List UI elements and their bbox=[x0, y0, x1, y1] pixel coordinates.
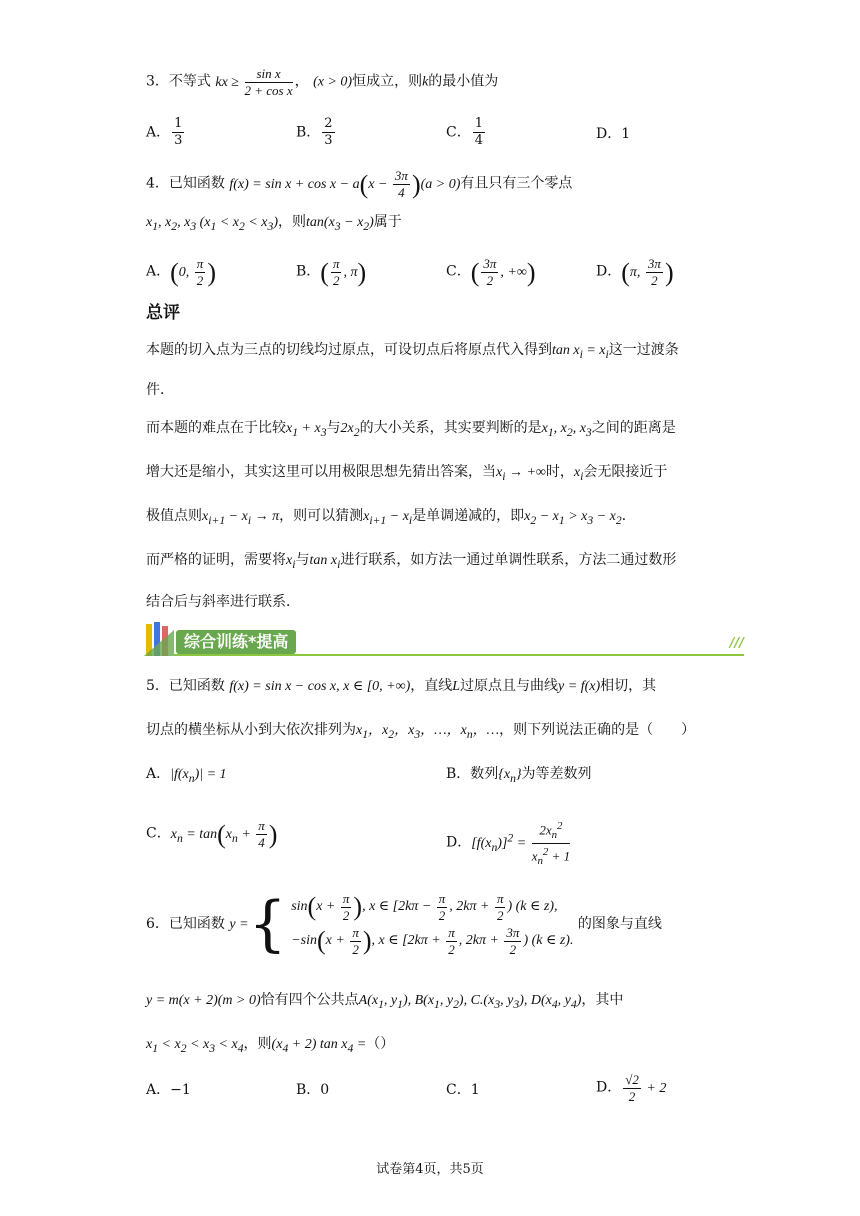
review-para-6: 结合后与斜率进行联系． bbox=[146, 594, 300, 610]
q6-option-c[interactable]: C．1 bbox=[446, 1082, 480, 1098]
ruler-pencil-icon bbox=[144, 620, 176, 658]
q5-option-c[interactable]: C．$x_n = \tan(x_n$ + $\frac{\pi}{4}$ ) bbox=[146, 818, 278, 850]
q5-stem: 5．已知函数 f(x) = sin x − cos x, x ∈ [0, +∞)，直线L过原点且与曲线y = f(x)相切，其 bbox=[146, 678, 657, 694]
q5-option-b[interactable]: B．数列$\{x_n\}$为等差数列 bbox=[446, 766, 592, 785]
q5-option-a[interactable]: A．$|f(x_n)| = 1$ bbox=[146, 766, 227, 785]
banner-title: 综合训练*提高 bbox=[176, 630, 296, 654]
review-para-3: 增大还是缩小，其实这里可以用极限思想先猜出答案，当$x_i$ → +∞时，$x_i$会无限接近于 bbox=[146, 464, 668, 483]
q3-stem: 3．不等式 kx ≥ $\frac{\text{sin x}}{\text{2 + cos x}}$ ， (x > 0)恒成立，则k的最小值为 bbox=[146, 66, 499, 98]
review-para-4: 极值点则$x_{i+1} - x_i \to \pi$，则可以猜测$x_{i+1} - x_i$是单调递减的，即$x_2 - x_1 > x_3 - x_2$． bbox=[146, 508, 636, 527]
section-banner bbox=[144, 620, 744, 660]
review-para-1: 本题的切入点为三点的切线均过原点，可设切点后将原点代入得到$\tan x_i = x_i$这一过渡条 bbox=[146, 342, 679, 361]
q6-option-b[interactable]: B．0 bbox=[296, 1082, 330, 1098]
review-para-1-cont: 件． bbox=[146, 382, 174, 398]
q4-option-d[interactable]: D．(π, $\frac{3\pi}{2}$ ) bbox=[596, 256, 674, 288]
q6-stem-3: $x_1 < x_2 < x_3 < x_4$，则$(x_4 + 2)$ $\tan x_4$ =（） bbox=[146, 1036, 395, 1055]
q3-option-a[interactable]: A． $\frac{1}{3}$ bbox=[146, 116, 183, 148]
q3-option-b[interactable]: B． $\frac{2}{3}$ bbox=[296, 116, 333, 148]
q4-stem: 4．已知函数 f(x) = sin x + cos x − a(x − $\frac{3\pi}{4}$ )(a > 0)有且只有三个零点 bbox=[146, 168, 573, 200]
q4-option-c[interactable]: C．( $\frac{3\pi}{2}$ , +∞) bbox=[446, 256, 536, 288]
q6-option-a[interactable]: A．−1 bbox=[146, 1082, 191, 1098]
banner-underline bbox=[174, 654, 744, 656]
q6-stem: 6．已知函数 y ={ sin(x + $\frac{\pi}{2}$ ), x ∈ [2kπ − $\frac{\pi}{2}$ , 2kπ + $\frac{\pi}{2}$ ) (k ∈ z), −sin(x + $\frac{\pi}{2}$ ), x ∈ [2kπ + $\frac{\pi}{2}$ , 2kπ + $\frac{3\pi}{2}$ ) (k ∈ z). 的图象与直线 bbox=[146, 889, 662, 960]
q3-inequality: kx ≥ $\frac{\text{sin x}}{\text{2 + cos x}}$ bbox=[215, 66, 293, 98]
review-para-2: 而本题的难点在于比较$x_1 + x_3$与$2x_2$的大小关系，其实要判断的是$x_1$, $x_2$, $x_3$之间的距离是 bbox=[146, 420, 676, 439]
page-footer: 试卷第4页，共5页 bbox=[376, 1162, 484, 1177]
q3-condition: (x > 0) bbox=[313, 74, 353, 90]
review-heading: 总评 bbox=[146, 303, 180, 323]
q5-stem-2: 切点的横坐标从小到大依次排列为$x_1$，$x_2$，$x_3$，…，$x_n$，…，则下列说法正确的是（ ） bbox=[146, 722, 696, 741]
q3-option-c[interactable]: C． $\frac{1}{4}$ bbox=[446, 116, 483, 148]
q5-option-d[interactable]: D．$[f(x_n)]^2$ = $\frac{2x_n^2}{x_n^2 + 1}$ bbox=[446, 820, 571, 867]
q3-option-d[interactable]: D．1 bbox=[596, 126, 631, 142]
banner-slashes: /// bbox=[729, 636, 744, 651]
q4-option-b[interactable]: B．( $\frac{\pi}{2}$ , π) bbox=[296, 256, 367, 288]
q6-option-d[interactable]: D． $\frac{√2}{2}$ + 2 bbox=[596, 1072, 667, 1104]
q4-option-a[interactable]: A．(0, $\frac{\pi}{2}$ ) bbox=[146, 256, 216, 288]
q4-stem-2: $x_1$, $x_2$, $x_3$ $(x_1 < x_2 < x_3)$，则$\tan(x_3 - x_2)$属于 bbox=[146, 214, 402, 233]
review-para-5: 而严格的证明，需要将$x_i$与$\tan x_i$进行联系，如方法一通过单调性联系，方法二通过数形 bbox=[146, 552, 677, 571]
q6-stem-2: y = m(x + 2)(m > 0)恰有四个公共点$A(x_1$, $y_1$), $B(x_1$, $y_2$), $C.(x_3$, $y_3$), $D(x_4$, $y_4$)，其中 bbox=[146, 992, 624, 1011]
